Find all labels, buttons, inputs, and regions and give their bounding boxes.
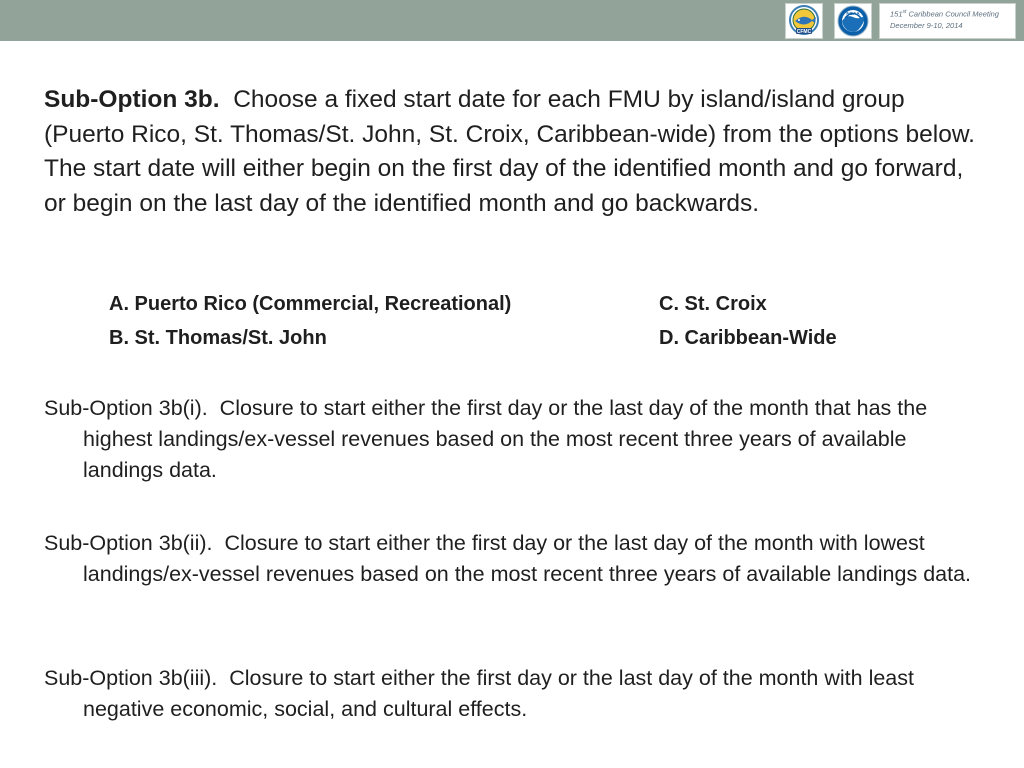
meeting-info	[879, 3, 1016, 39]
meeting-dates: December 9-10, 2014	[890, 20, 963, 30]
noaa-logo-icon	[834, 3, 872, 39]
option-caribbean-wide: D. Caribbean-Wide	[659, 327, 837, 349]
sub-option-3b-iii	[44, 663, 989, 725]
meeting-ordinal: 151	[890, 9, 903, 19]
sub-option-3b-ii	[44, 528, 989, 590]
option-st-croix: C. St. Croix	[659, 293, 767, 315]
sub-option-text: Closure to start either the first day or the last day of the month with least negative economic, social, and cultural effects.	[83, 666, 914, 721]
intro-text: Choose a fixed start date for each FMU by island/island group (Puerto Rico, St. Thomas/St. John, St. Croix, Caribbean-wide) from the options below. The start date will either begin on the first day of the identified month and go forward, or begin on the last day of the identified month and go backwards.	[44, 86, 975, 217]
sub-option-separator: .	[206, 531, 213, 555]
intro-heading: Sub-Option 3b.	[44, 86, 220, 113]
sub-option-heading: Sub-Option 3b(ii)	[44, 531, 207, 555]
sub-option-text: Closure to start either the first day or the last day of the month with lowest landings/ex-vessel revenues based on the most recent three years of available landings data.	[83, 531, 972, 586]
option-puerto-rico: A. Puerto Rico (Commercial, Recreational)	[109, 293, 512, 315]
sub-option-heading: Sub-Option 3b(iii)	[44, 666, 212, 690]
meeting-title-text: Caribbean Council Meeting	[908, 9, 999, 19]
noaa-logo-graphic	[835, 4, 871, 38]
intro-paragraph	[44, 83, 989, 221]
cfmc-logo-icon	[785, 3, 823, 39]
meeting-ordinal-suffix: st	[902, 9, 907, 15]
sub-option-heading: Sub-Option 3b(i).	[44, 396, 208, 420]
meeting-title	[890, 7, 1015, 20]
sub-option-text: Closure to start either the first day or the last day of the month that has the highest landings/ex-vessel revenues based on the most recent three years of available landings data.	[83, 396, 928, 482]
header-bar	[0, 0, 1024, 41]
svg-text:NOAA: NOAA	[846, 11, 860, 16]
svg-text:CFMC: CFMC	[796, 29, 812, 35]
sub-option-3b-i	[44, 393, 989, 486]
option-st-thomas-st-john: B. St. Thomas/St. John	[109, 327, 327, 349]
sub-option-separator: .	[211, 666, 218, 690]
cfmc-logo-graphic	[786, 4, 822, 38]
